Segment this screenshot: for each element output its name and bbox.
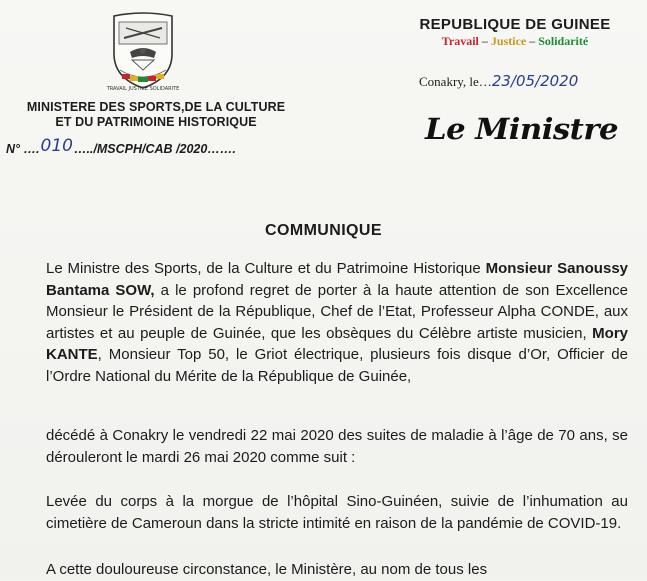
national-motto: Travail – Justice – Solidarité bbox=[441, 34, 589, 48]
handwritten-ref-number: 010 bbox=[40, 136, 73, 156]
paragraph-3: Levée du corps à la morgue de l’hôpital Sino-Guinéen, suivie de l’inhumation au cimetière de Cameroun dans la stricte intimité en raison de la pandémie de COVID-19. bbox=[46, 493, 628, 532]
handwritten-date: 23/05/2020 bbox=[491, 72, 579, 90]
paragraph-2: décédé à Conakry le vendredi 22 mai 2020 des suites de maladie à l’âge de 70 ans, se dérouleront le mardi 26 mai 2020 comme suit : bbox=[46, 427, 628, 466]
minister-name: Monsieur Sanoussy Bantama SOW, bbox=[46, 260, 628, 299]
minister-title: Le Ministre bbox=[425, 112, 619, 146]
artist-name: Mory KANTE bbox=[46, 324, 628, 364]
reference-number: N° ….010…../MSCPH/CAB /2020……. bbox=[6, 136, 236, 156]
document-title: COMMUNIQUE bbox=[265, 222, 382, 239]
ministry-name bbox=[6, 100, 306, 130]
place-date: Conakry, le…23/05/2020 bbox=[419, 72, 579, 90]
ministry-line-2: ET DU PATRIMOINE HISTORIQUE bbox=[55, 115, 257, 129]
ministry-line-1: MINISTERE DES SPORTS,DE LA CULTURE bbox=[26, 100, 286, 114]
emblem-motto: TRAVAIL JUSTICE SOLIDARITE bbox=[106, 86, 180, 92]
coat-of-arms-icon bbox=[106, 8, 180, 94]
republic-title: REPUBLIQUE DE GUINEE bbox=[419, 16, 611, 33]
paragraph-1: Le Ministre des Sports, de la Culture et du Patrimoine Historique Monsieur Sanoussy Bantama SOW, a le profond regret de porter à la haute attention de son Excellence Monsieur le Président de la République, Chef de l’Etat, Professeur Alpha CONDE, aux artistes et au peuple de Guinée, que les obsèques du Célèbre artiste musicien, Mory KANTE, Monsieur Top 50, le Griot électrique, plusieurs fois disque d’Or, Officier de l’Ordre National du Mérite de la République de Guinée, bbox=[46, 260, 628, 385]
paragraph-4: A cette douloureuse circonstance, le Ministère, au nom de tous les bbox=[46, 561, 488, 578]
